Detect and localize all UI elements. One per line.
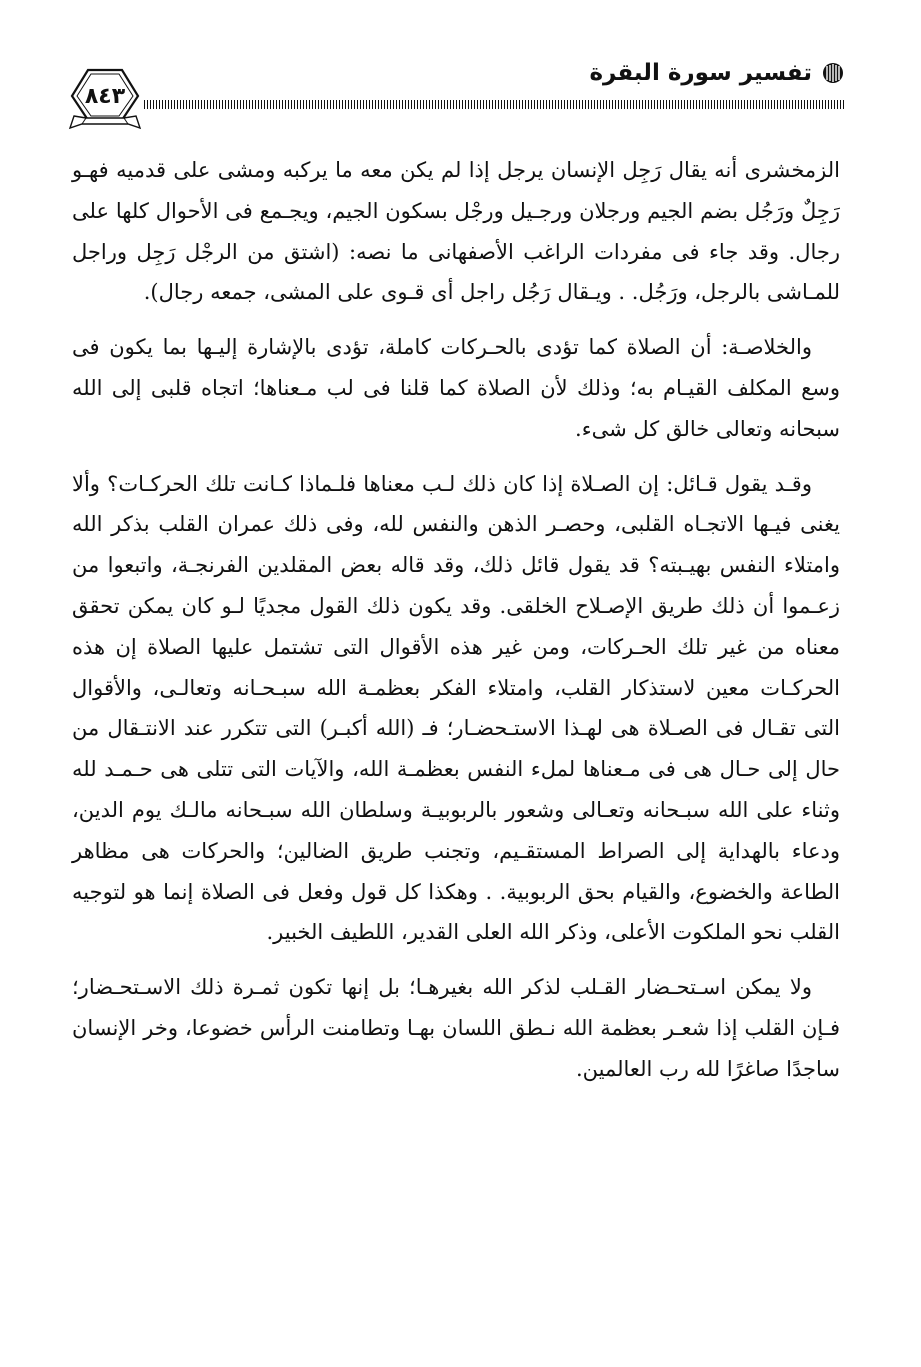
- page-header: [62, 56, 844, 140]
- paragraph-4: ولا يمكن اسـتحـضار القـلب لذكر الله بغيرهـا؛ بل إنها تكون ثمـرة ذلك الاسـتحـضار؛ فـإن القلب إذا شعـر بعظمة الله نـطق اللسان بهـا وتطامنت الرأس خضوعا، وخر الإنسان ساجدًا صاغرًا لله رب العالمين.: [72, 975, 840, 1081]
- running-title: [589, 60, 844, 86]
- paragraph-1: الزمخشرى أنه يقال رَجِل الإنسان يرجل إذا لم يكن معه ما يركبه ومشى على قدميه فهـو رَجِلٌ ورَجُل بضم الجيم ورجلان ورجـيل ورجْل بسكون الجيم، ويجـمع فى الأحوال كلها على رجال. وقد جاء فى مفردات الراغب الأصفهانى ما نصه: (اشتق من الرجْل رَجِل وراجل للمـاشى بالرجل، ورَجُل. . ويـقال رَجُل راجل أى قـوى على المشى، جمعه رجال).: [72, 158, 840, 305]
- running-title-text: تفسير سورة البقرة: [589, 60, 812, 86]
- paragraph-3: وقـد يقول قـائل: إن الصـلاة إذا كان ذلك لـب معناها فلـماذا كـانت تلك الحركـات؟ وألا يغنى فيـها الاتجـاه القلبى، وحصـر الذهن والنفس لله، وفى ذلك عمران القلب بذكر الله وامتلاء النفس بهيـبته؟ قد يقول قائل ذلك، وقد قاله بعض المقلدين الفرنجـة، واتبعوا من زعـموا أن ذلك طريق الإصـلاح الخلقى. وقد يكون ذلك القول مجديًا لـو كان يمكن تحقق معناه من غير تلك الحـركات، ومن غير هذه الأقوال التى تشتمل عليها الصلاة إن هذه الحركـات معين لاستذكار القلب، وامتلاء الفكر بعظمـة الله سبـحـانه وتعالـى، والأقوال التى تقـال فى الصـلاة هى لهـذا الاستـحضـار؛ فـ (الله أكبـر) التى تتكرر عند الانتـقال من حال إلى حـال هى فى مـعناها لملء النفس بعظمـة الله، والآيات التى تتلى هى حـمـد لله وثناء على الله سبـحانه وتعـالى وشعور بالربوبيـة وسلطان الله سبـحانه مالـك يوم الدين، ودعاء بالهداية إلى الصراط المستقـيم، وتجنب طريق الضالين؛ والحركات هى مظاهر الطاعة والخضوع، والقيام بحق الربوبية. . وهكذا كل قول وفعل فى الصلاة إنما هو لتوجيه القلب نحو الملكوت الأعلى، وذكر الله العلى القدير، اللطيف الخبير.: [72, 471, 840, 945]
- ornament-icon: [822, 62, 844, 84]
- page-number: ٨٤٣: [84, 84, 126, 109]
- header-rule: [144, 100, 844, 109]
- paragraph-2: والخلاصـة: أن الصلاة كما تؤدى بالحـركات كاملة، تؤدى بالإشارة إليـها بما يكون فى وسع المكلف القيـام به؛ وذلك لأن الصلاة كما قلنا فى لب مـعناها؛ اتجاه قلبى إلى الله سبحانه وتعالى خالق كل شىء.: [72, 335, 840, 441]
- main-text: [72, 150, 840, 1104]
